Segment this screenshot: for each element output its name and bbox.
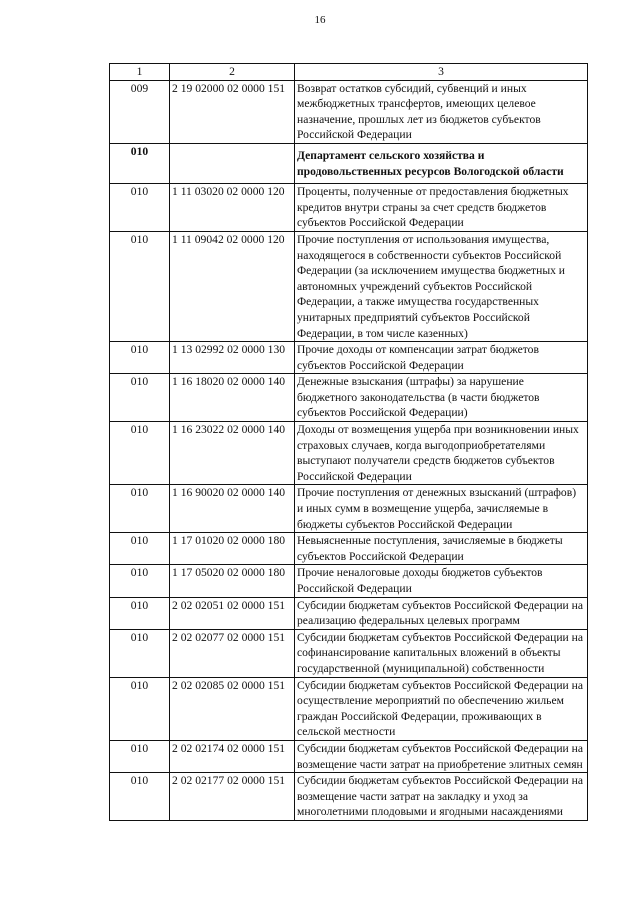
budget-code-cell: 1 11 03020 02 0000 120	[170, 184, 295, 232]
description-cell: Прочие поступления от денежных взысканий (штрафов) и иных сумм в возмещение ущерба, зачисляемые в бюджеты субъектов Российской Федерации	[295, 485, 588, 533]
table-row	[110, 565, 588, 597]
table-row	[110, 533, 588, 565]
admin-code-cell: 010	[110, 184, 170, 232]
table-header-row	[110, 64, 588, 81]
budget-code-cell: 2 02 02174 02 0000 151	[170, 740, 295, 772]
table-row	[110, 773, 588, 821]
table-row	[110, 422, 588, 485]
header-col-1: 1	[110, 64, 170, 81]
header-col-3: 3	[295, 64, 588, 81]
description-cell: Субсидии бюджетам субъектов Российской Федерации на реализацию федеральных целевых программ	[295, 597, 588, 629]
header-col-2: 2	[170, 64, 295, 81]
description-cell: Невыясненные поступления, зачисляемые в бюджеты субъектов Российской Федерации	[295, 533, 588, 565]
budget-code-cell: 1 16 18020 02 0000 140	[170, 374, 295, 422]
description-cell: Денежные взыскания (штрафы) за нарушение бюджетного законодательства (в части бюджетов субъектов Российской Федерации)	[295, 374, 588, 422]
budget-code-cell: 2 02 02051 02 0000 151	[170, 597, 295, 629]
budget-code-cell: 1 17 05020 02 0000 180	[170, 565, 295, 597]
admin-code-cell: 009	[110, 80, 170, 143]
description-cell: Субсидии бюджетам субъектов Российской Федерации на осуществление мероприятий по обеспечению жильем граждан Российской Федерации, проживающих в сельской местности	[295, 677, 588, 740]
admin-code-cell: 010	[110, 143, 170, 183]
table-row	[110, 374, 588, 422]
page-number: 16	[314, 14, 326, 26]
table-row	[110, 231, 588, 341]
description-cell: Прочие поступления от использования имущества, находящегося в собственности субъектов Российской Федерации (за исключением имущества бюджетных и автономных учреждений субъектов Российской Федерации, а также имущества государственных унитарных предприятий субъектов Российской Федерации, в том числе казенных)	[295, 231, 588, 341]
description-cell: Прочие неналоговые доходы бюджетов субъектов Российской Федерации	[295, 565, 588, 597]
description-cell: Прочие доходы от компенсации затрат бюджетов субъектов Российской Федерации	[295, 342, 588, 374]
budget-code-cell: 1 17 01020 02 0000 180	[170, 533, 295, 565]
admin-code-cell: 010	[110, 422, 170, 485]
revenue-code-table	[109, 63, 588, 821]
description-cell: Субсидии бюджетам субъектов Российской Федерации на возмещение части затрат на приобретение элитных семян	[295, 740, 588, 772]
budget-code-cell: 2 02 02177 02 0000 151	[170, 773, 295, 821]
admin-code-cell: 010	[110, 677, 170, 740]
admin-code-cell: 010	[110, 533, 170, 565]
table-row	[110, 629, 588, 677]
admin-code-cell: 010	[110, 231, 170, 341]
table-row	[110, 677, 588, 740]
admin-code-cell: 010	[110, 374, 170, 422]
budget-code-cell: 2 19 02000 02 0000 151	[170, 80, 295, 143]
admin-code-cell: 010	[110, 740, 170, 772]
description-cell: Доходы от возмещения ущерба при возникновении иных страховых случаев, когда выгодоприобретателями выступают получатели средств бюджетов субъектов Российской Федерации	[295, 422, 588, 485]
table-row	[110, 597, 588, 629]
budget-code-cell: 1 11 09042 02 0000 120	[170, 231, 295, 341]
table-row	[110, 740, 588, 772]
table-row	[110, 485, 588, 533]
budget-code-cell: 1 16 90020 02 0000 140	[170, 485, 295, 533]
description-cell: Субсидии бюджетам субъектов Российской Федерации на возмещение части затрат на закладку и уход за многолетними плодовыми и ягодными насаждениями	[295, 773, 588, 821]
budget-code-cell: 2 02 02077 02 0000 151	[170, 629, 295, 677]
budget-code-cell: 2 02 02085 02 0000 151	[170, 677, 295, 740]
description-cell: Возврат остатков субсидий, субвенций и иных межбюджетных трансфертов, имеющих целевое назначение, прошлых лет из бюджетов субъектов Российской Федерации	[295, 80, 588, 143]
admin-code-cell: 010	[110, 597, 170, 629]
department-title-cell: Департамент сельского хозяйства и продовольственных ресурсов Вологодской области	[295, 143, 588, 183]
table-row	[110, 184, 588, 232]
admin-code-cell: 010	[110, 629, 170, 677]
budget-code-cell	[170, 143, 295, 183]
budget-code-cell: 1 13 02992 02 0000 130	[170, 342, 295, 374]
admin-code-cell: 010	[110, 342, 170, 374]
description-cell: Субсидии бюджетам субъектов Российской Федерации на софинансирование капитальных вложений в объекты государственной (муниципальной) собственности	[295, 629, 588, 677]
admin-code-cell: 010	[110, 565, 170, 597]
table-row	[110, 342, 588, 374]
admin-code-cell: 010	[110, 773, 170, 821]
admin-code-cell: 010	[110, 485, 170, 533]
table-row	[110, 80, 588, 143]
description-cell: Проценты, полученные от предоставления бюджетных кредитов внутри страны за счет средств бюджетов субъектов Российской Федерации	[295, 184, 588, 232]
department-header-row	[110, 143, 588, 183]
budget-code-cell: 1 16 23022 02 0000 140	[170, 422, 295, 485]
